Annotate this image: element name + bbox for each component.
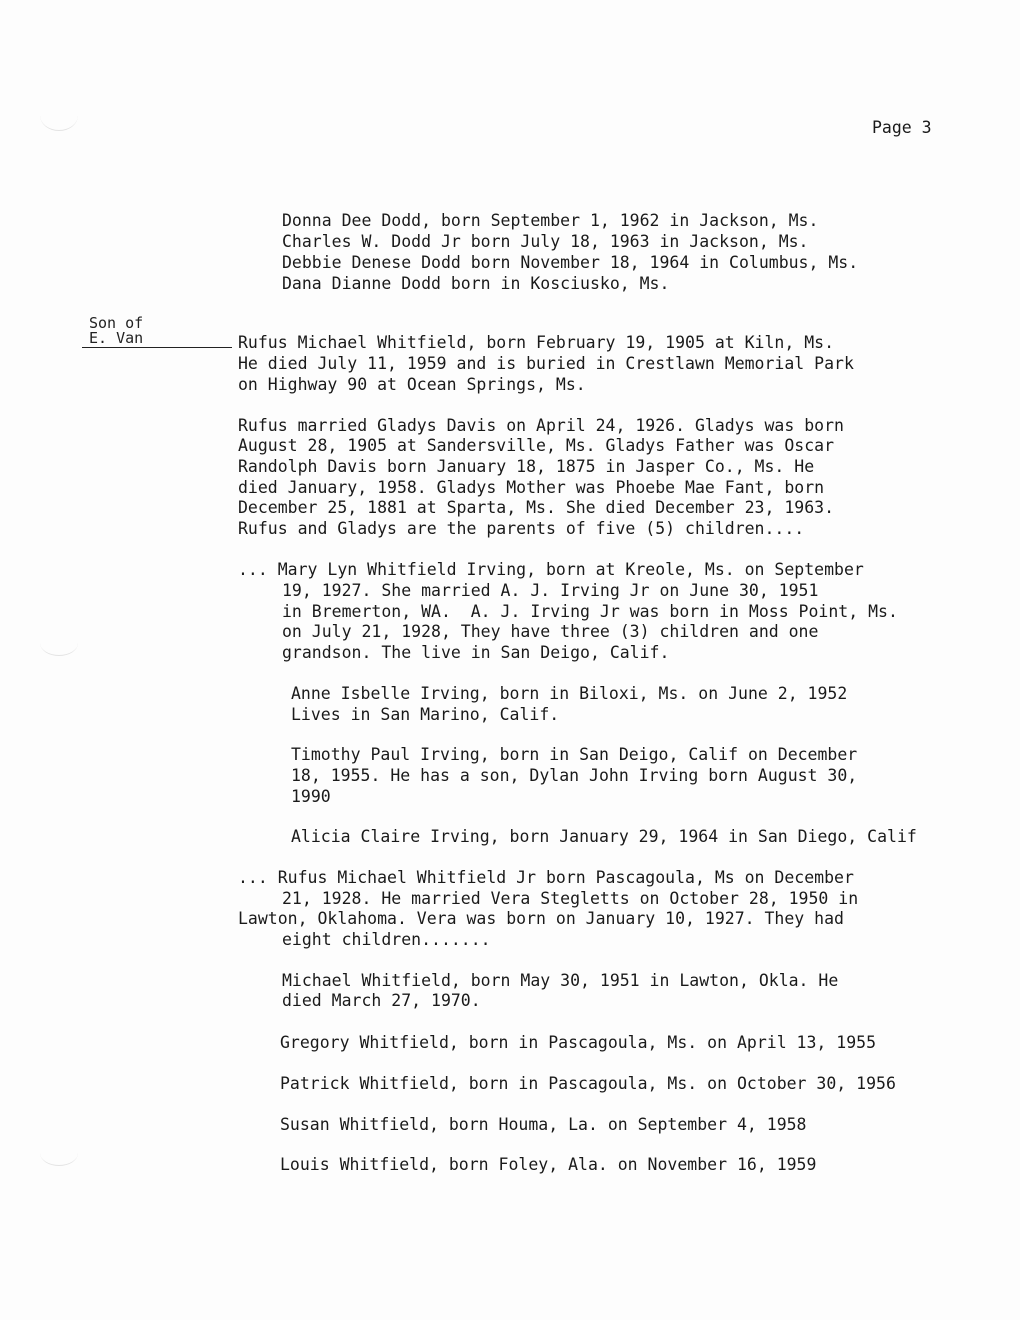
text-line: on Highway 90 at Ocean Springs, Ms. (238, 375, 586, 394)
text-line: 21, 1928. He married Vera Stegletts on October 28, 1950 in (282, 889, 859, 908)
text-line: grandson. The live in San Deigo, Calif. (282, 643, 670, 662)
text-line: Michael Whitfield, born May 30, 1951 in Lawton, Okla. He (282, 971, 839, 990)
text-line: Anne Isbelle Irving, born in Biloxi, Ms. on June 2, 1952 (291, 684, 848, 703)
margin-note-line-2: E. Van (89, 329, 144, 347)
text-line: Lives in San Marino, Calif. (291, 705, 560, 724)
text-line: in Bremerton, WA. A. J. Irving Jr was born in Moss Point, Ms. (282, 602, 898, 621)
text-line: died January, 1958. Gladys Mother was Phoebe Mae Fant, born (238, 478, 825, 497)
text-line: ... Mary Lyn Whitfield Irving, born at Kreole, Ms. on September (238, 560, 864, 579)
text-line: Patrick Whitfield, born in Pascagoula, Ms. on October 30, 1956 (280, 1074, 896, 1093)
text-line: died March 27, 1970. (282, 991, 481, 1010)
text-line: Donna Dee Dodd, born September 1, 1962 in Jackson, Ms. (282, 211, 819, 230)
scan-artifact (40, 100, 78, 131)
text-line: He died July 11, 1959 and is buried in Crestlawn Memorial Park (238, 354, 854, 373)
text-line: 18, 1955. He has a son, Dylan John Irving born August 30, (291, 766, 858, 785)
text-line: 19, 1927. She married A. J. Irving Jr on June 30, 1951 (282, 581, 819, 600)
text-line: ... Rufus Michael Whitfield Jr born Pascagoula, Ms on December (238, 868, 854, 887)
text-line: Lawton, Oklahoma. Vera was born on January 10, 1927. They had (238, 909, 844, 928)
text-line: 1990 (291, 787, 331, 806)
text-line: Charles W. Dodd Jr born July 18, 1963 in Jackson, Ms. (282, 232, 809, 251)
text-line: eight children....... (282, 930, 491, 949)
text-line: Debbie Denese Dodd born November 18, 1964 in Columbus, Ms. (282, 253, 859, 272)
text-line: Rufus married Gladys Davis on April 24, 1926. Gladys was born (238, 416, 844, 435)
text-line: Susan Whitfield, born Houma, La. on September 4, 1958 (280, 1115, 807, 1134)
text-line: Gregory Whitfield, born in Pascagoula, Ms. on April 13, 1955 (280, 1033, 877, 1052)
scan-artifact (40, 1140, 78, 1166)
text-line: Rufus and Gladys are the parents of five (5) children.... (238, 519, 805, 538)
text-line: Louis Whitfield, born Foley, Ala. on November 16, 1959 (280, 1155, 817, 1174)
margin-note-line-1: Son of (89, 314, 144, 332)
text-line: Dana Dianne Dodd born in Kosciusko, Ms. (282, 274, 670, 293)
text-line: December 25, 1881 at Sparta, Ms. She died December 23, 1963. (238, 498, 835, 517)
text-line: Randolph Davis born January 18, 1875 in Jasper Co., Ms. He (238, 457, 815, 476)
text-line: Alicia Claire Irving, born January 29, 1964 in San Diego, Calif (291, 827, 917, 846)
text-line: Timothy Paul Irving, born in San Deigo, Calif on December (291, 745, 858, 764)
scan-artifact (40, 630, 78, 656)
text-line: on July 21, 1928, They have three (3) children and one (282, 622, 819, 641)
text-line: Rufus Michael Whitfield, born February 19, 1905 at Kiln, Ms. (238, 333, 835, 352)
margin-rule (82, 347, 232, 348)
text-line: August 28, 1905 at Sandersville, Ms. Gladys Father was Oscar (238, 436, 835, 455)
page-number: Page 3 (872, 118, 932, 137)
